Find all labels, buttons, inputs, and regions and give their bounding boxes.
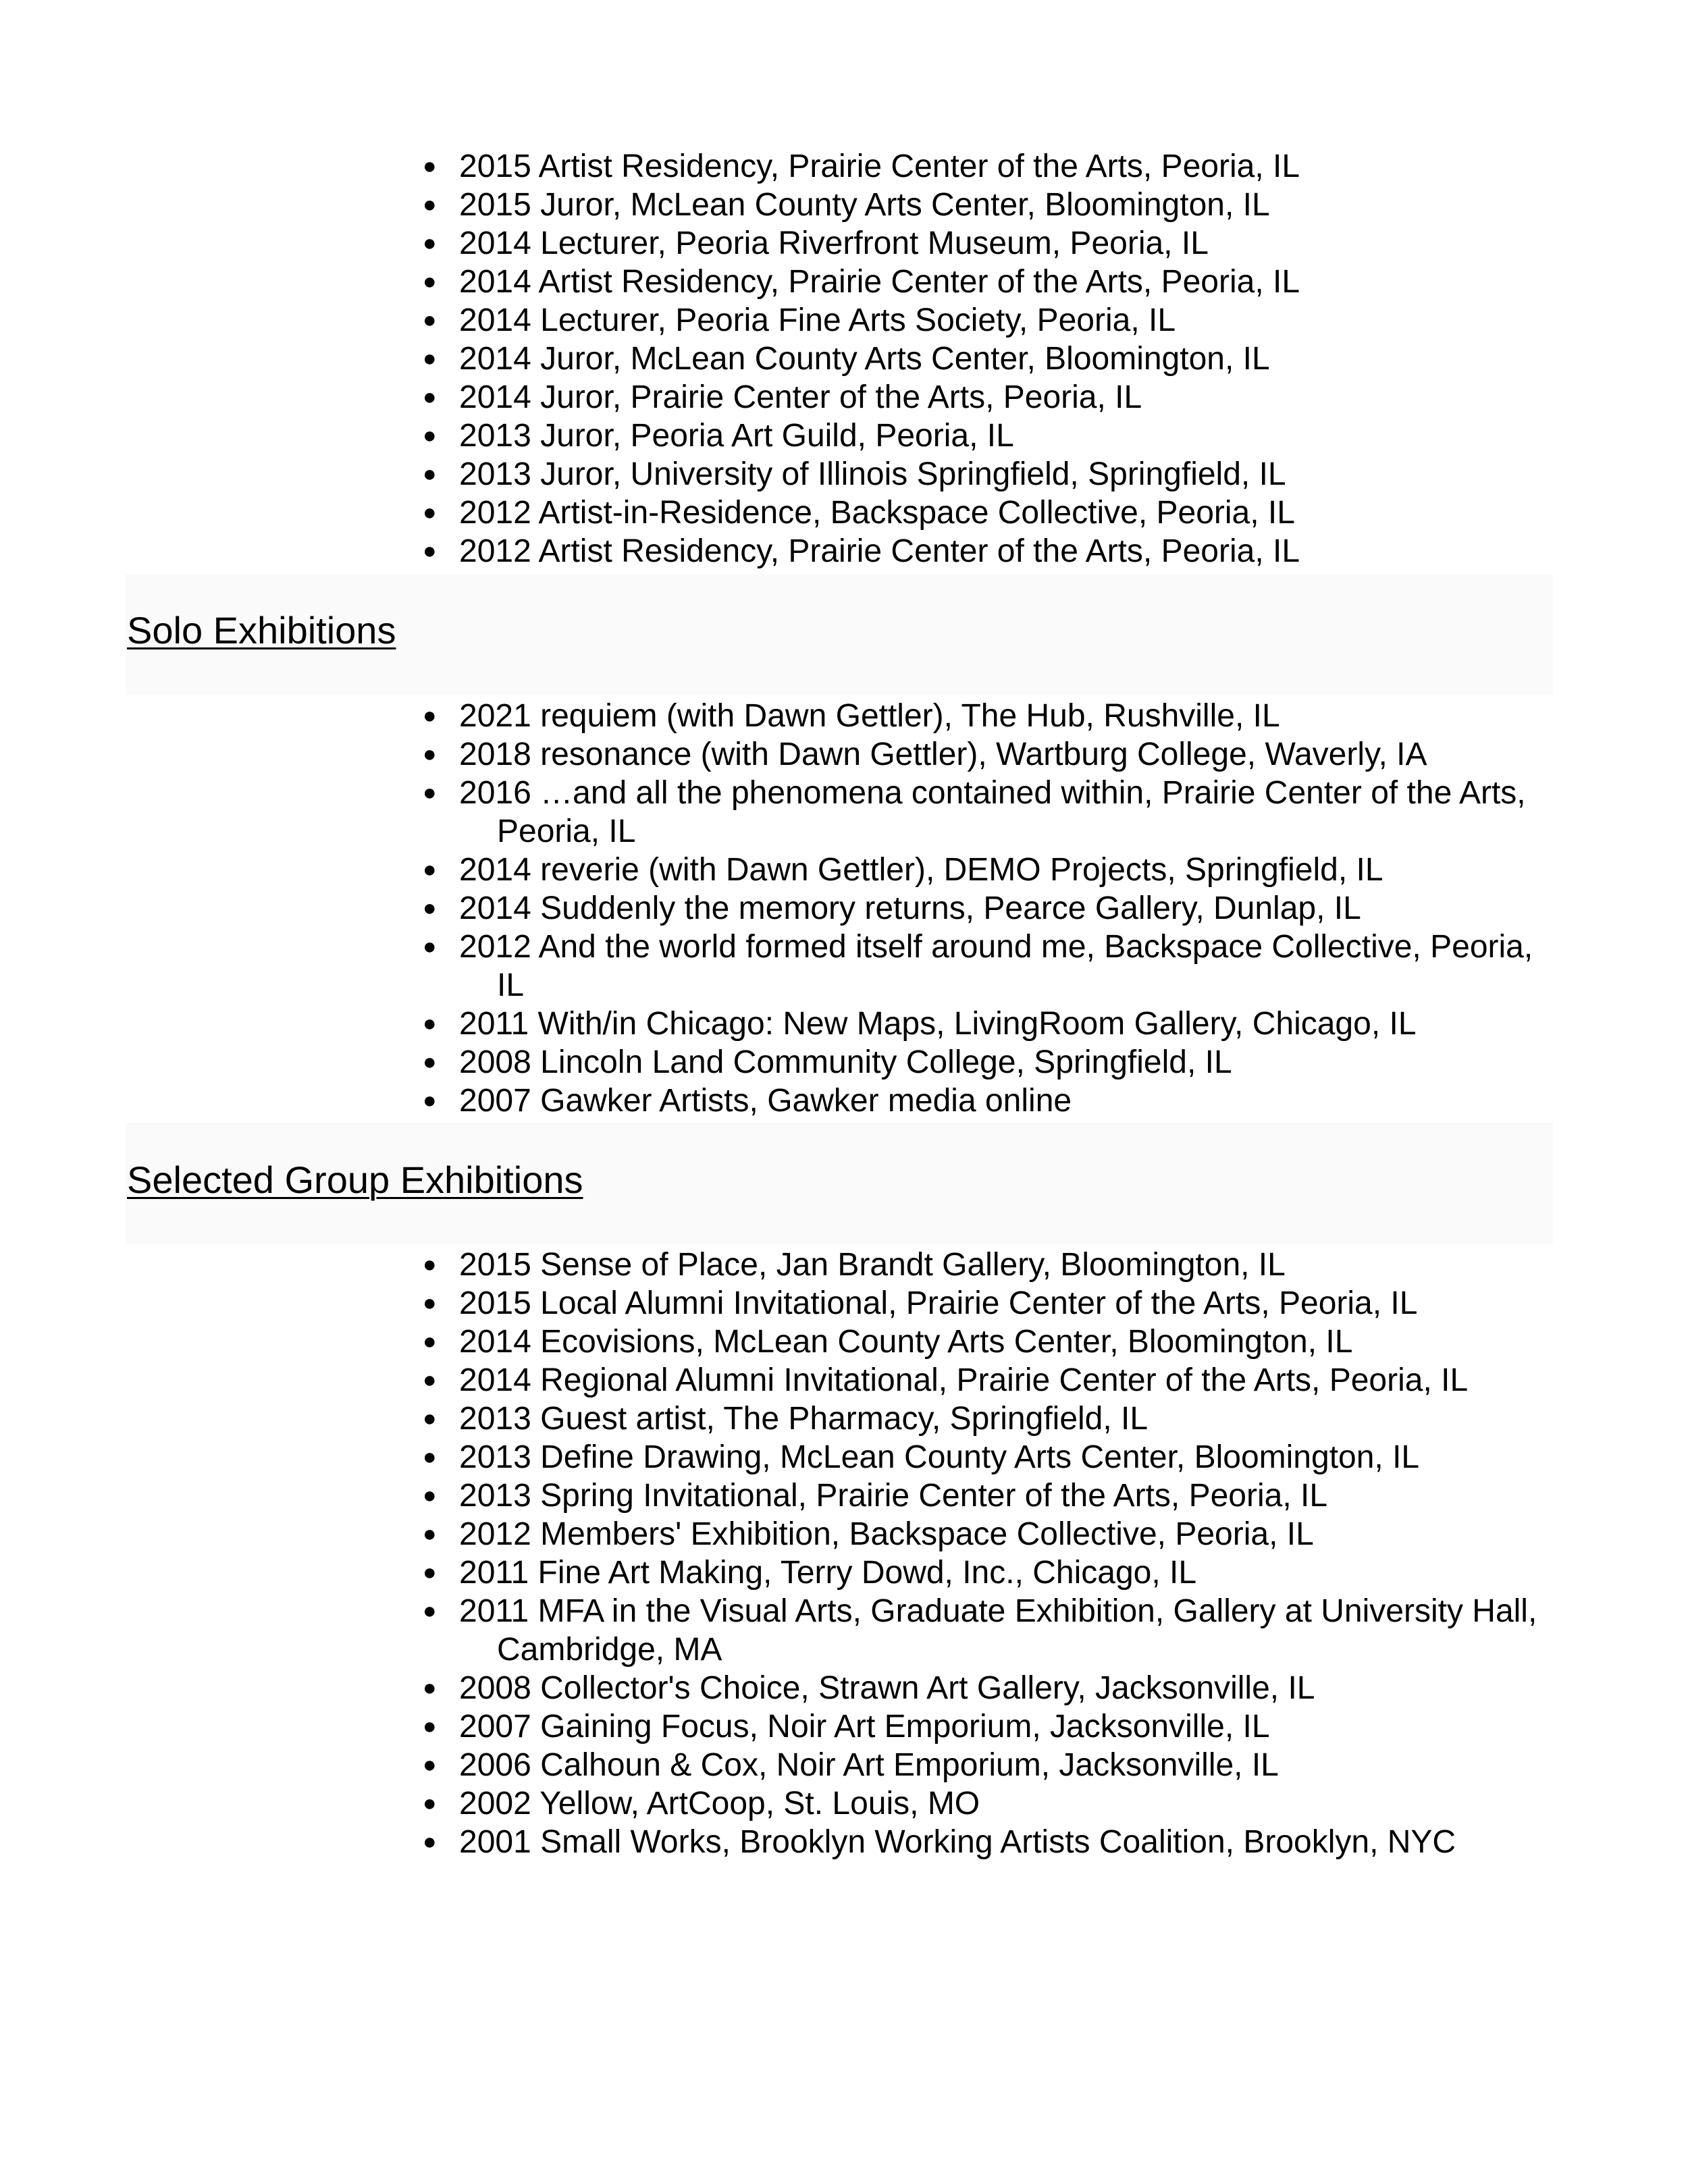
bullet-icon: ● [423,1483,437,1508]
bullet-icon: ● [423,1675,437,1701]
bullet-icon: ● [423,1713,437,1739]
bullet-icon: ● [423,153,437,179]
list-item: ● 2014 Regional Alumni Invitational, Prairie Center of the Arts, Peoria, IL [423,1362,1469,1398]
list-item: ● 2008 Lincoln Land Community College, Springfield, IL [423,1044,1232,1080]
bullet-icon: ● [423,384,437,410]
bullet-icon: ● [423,895,437,921]
list-item: ● 2007 Gaining Focus, Noir Art Emporium, Jacksonville, IL [423,1709,1270,1744]
list-item: ● 2011 Fine Art Making, Terry Dowd, Inc., Chicago, IL [423,1555,1197,1591]
bullet-icon: ● [423,1790,437,1816]
bullet-icon: ● [423,1252,437,1277]
bullet-icon: ● [423,192,437,217]
bullet-icon: ● [423,1752,437,1778]
bullet-icon: ● [423,307,437,333]
group-exhibitions-list [423,1246,1566,1861]
list-item: ● 2011 MFA in the Visual Arts, Graduate Exhibition, Gallery at University Hall, Cambridge, MA [423,1593,1537,1668]
bullet-icon: ● [423,423,437,448]
bullet-icon: ● [423,741,437,767]
list-item: ● 2012 Artist Residency, Prairie Center of the Arts, Peoria, IL [423,533,1300,569]
list-item: ● 2014 Juror, McLean County Arts Center, Bloomington, IL [423,341,1270,377]
list-item: ● 2001 Small Works, Brooklyn Working Artists Coalition, Brooklyn, NYC [423,1824,1456,1860]
list-item: ● 2006 Calhoun & Cox, Noir Art Emporium, Jacksonville, IL [423,1747,1279,1783]
list-item: ● 2014 Juror, Prairie Center of the Arts, Peoria, IL [423,379,1142,415]
list-item: ● 2014 reverie (with Dawn Gettler), DEMO Projects, Springfield, IL [423,852,1383,888]
bullet-icon: ● [423,230,437,256]
list-item: ● 2015 Local Alumni Invitational, Prairie Center of the Arts, Peoria, IL [423,1285,1418,1321]
list-item: ● 2012 And the world formed itself around me, Backspace Collective, Peoria, IL [423,929,1533,1003]
bullet-icon: ● [423,857,437,882]
bullet-icon: ● [423,1444,437,1470]
solo-exhibitions-list [423,697,1566,1120]
bullet-icon: ● [423,538,437,564]
list-item: ● 2013 Define Drawing, McLean County Arts Center, Bloomington, IL [423,1439,1420,1475]
list-item: ● 2012 Artist-in-Residence, Backspace Collective, Peoria, IL [423,495,1295,531]
bullet-icon: ● [423,1011,437,1036]
list-item: ● 2013 Juror, University of Illinois Springfield, Springfield, IL [423,456,1286,492]
list-item: ● 2014 Lecturer, Peoria Riverfront Museum, Peoria, IL [423,225,1209,261]
bullet-icon: ● [423,1088,437,1113]
bullet-icon: ● [423,461,437,487]
bullet-icon: ● [423,1290,437,1316]
list-item: ● 2015 Artist Residency, Prairie Center of the Arts, Peoria, IL [423,149,1300,184]
list-item: ● 2013 Spring Invitational, Prairie Center of the Arts, Peoria, IL [423,1478,1328,1514]
bullet-icon: ● [423,346,437,371]
bullet-icon: ● [423,1560,437,1585]
bullet-icon: ● [423,703,437,728]
list-item: ● 2021 requiem (with Dawn Gettler), The Hub, Rushville, IL [423,698,1280,734]
list-item: ● 2015 Sense of Place, Jan Brandt Gallery, Bloomington, IL [423,1247,1286,1283]
bullet-icon: ● [423,1521,437,1547]
list-item: ● 2014 Artist Residency, Prairie Center of the Arts, Peoria, IL [423,264,1300,300]
list-item: ● 2014 Lecturer, Peoria Fine Arts Society, Peoria, IL [423,302,1176,338]
list-item: ● 2014 Ecovisions, McLean County Arts Center, Bloomington, IL [423,1324,1353,1360]
section-heading-solo-exhibitions: Solo Exhibitions [127,609,396,651]
list-item: ● 2018 resonance (with Dawn Gettler), Wartburg College, Waverly, IA [423,737,1427,772]
list-item: ● 2002 Yellow, ArtCoop, St. Louis, MO [423,1786,980,1821]
bullet-icon: ● [423,780,437,805]
bullet-icon: ● [423,269,437,294]
list-item: ● 2012 Members' Exhibition, Backspace Collective, Peoria, IL [423,1516,1314,1552]
bullet-icon: ● [423,1049,437,1075]
list-item: ● 2008 Collector's Choice, Strawn Art Gallery, Jacksonville, IL [423,1670,1315,1706]
list-item: ● 2013 Juror, Peoria Art Guild, Peoria, IL [423,418,1014,454]
bullet-icon: ● [423,1367,437,1393]
bullet-icon: ● [423,500,437,525]
list-item: ● 2016 …and all the phenomena contained within, Prairie Center of the Arts, Peoria, IL [423,775,1526,849]
bullet-icon: ● [423,1598,437,1624]
list-item: ● 2015 Juror, McLean County Arts Center, Bloomington, IL [423,187,1270,223]
bullet-icon: ● [423,934,437,959]
bullet-icon: ● [423,1829,437,1855]
section-heading-group-exhibitions: Selected Group Exhibitions [127,1158,583,1201]
bullet-icon: ● [423,1406,437,1431]
activities-list [423,147,1566,570]
list-item: ● 2011 With/in Chicago: New Maps, LivingRoom Gallery, Chicago, IL [423,1006,1417,1042]
bullet-icon: ● [423,1329,437,1354]
list-item: ● 2014 Suddenly the memory returns, Pearce Gallery, Dunlap, IL [423,890,1361,926]
list-item: ● 2007 Gawker Artists, Gawker media online [423,1083,1072,1119]
list-item: ● 2013 Guest artist, The Pharmacy, Springfield, IL [423,1401,1149,1437]
